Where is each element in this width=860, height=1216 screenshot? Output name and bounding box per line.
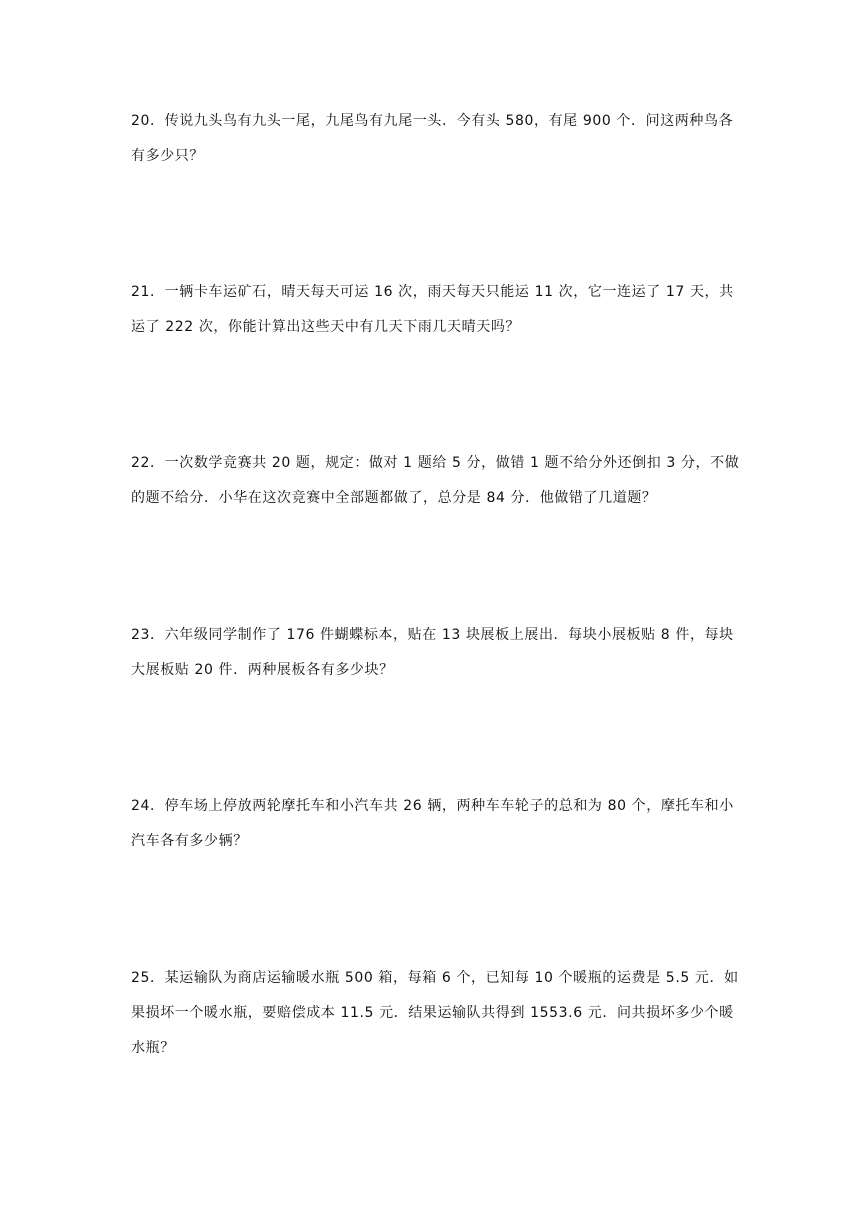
question-20 xyxy=(131,104,734,174)
question-22 xyxy=(131,446,740,516)
question-21-line-2: 运了 222 次，你能计算出这些天中有几天下雨几天晴天吗？ xyxy=(131,319,521,335)
question-24 xyxy=(131,789,734,859)
question-20-line-2: 有多少只？ xyxy=(131,148,204,164)
question-22-line-1: 22．一次数学竞赛共 20 题，规定：做对 1 题给 5 分，做错 1 题不给分外还倒扣 3 分，不做 xyxy=(131,455,740,471)
question-25 xyxy=(131,961,739,1066)
question-21-line-1: 21．一辆卡车运矿石，晴天每天可运 16 次，雨天每天只能运 11 次，它一连运了 17 天，共 xyxy=(131,284,734,300)
question-23-line-1: 23．六年级同学制作了 176 件蝴蝶标本，贴在 13 块展板上展出．每块小展板贴 8 件，每块 xyxy=(131,627,734,643)
question-24-line-2: 汽车各有多少辆？ xyxy=(131,833,248,849)
question-25-line-3: 水瓶？ xyxy=(131,1040,175,1056)
question-23 xyxy=(131,618,734,688)
question-24-line-1: 24．停车场上停放两轮摩托车和小汽车共 26 辆，两种车车轮子的总和为 80 个，摩托车和小 xyxy=(131,798,734,814)
question-22-line-2: 的题不给分．小华在这次竞赛中全部题都做了，总分是 84 分．他做错了几道题？ xyxy=(131,490,657,506)
question-21 xyxy=(131,275,734,345)
question-23-line-2: 大展板贴 20 件．两种展板各有多少块？ xyxy=(131,662,394,678)
question-20-line-1: 20．传说九头鸟有九头一尾，九尾鸟有九尾一头．今有头 580，有尾 900 个．问这两种鸟各 xyxy=(131,113,734,129)
question-25-line-2: 果损坏一个暖水瓶，要赔偿成本 11.5 元．结果运输队共得到 1553.6 元．问共损坏多少个暖 xyxy=(131,1005,734,1021)
question-25-line-1: 25．某运输队为商店运输暖水瓶 500 箱，每箱 6 个，已知每 10 个暖瓶的运费是 5.5 元．如 xyxy=(131,970,739,986)
